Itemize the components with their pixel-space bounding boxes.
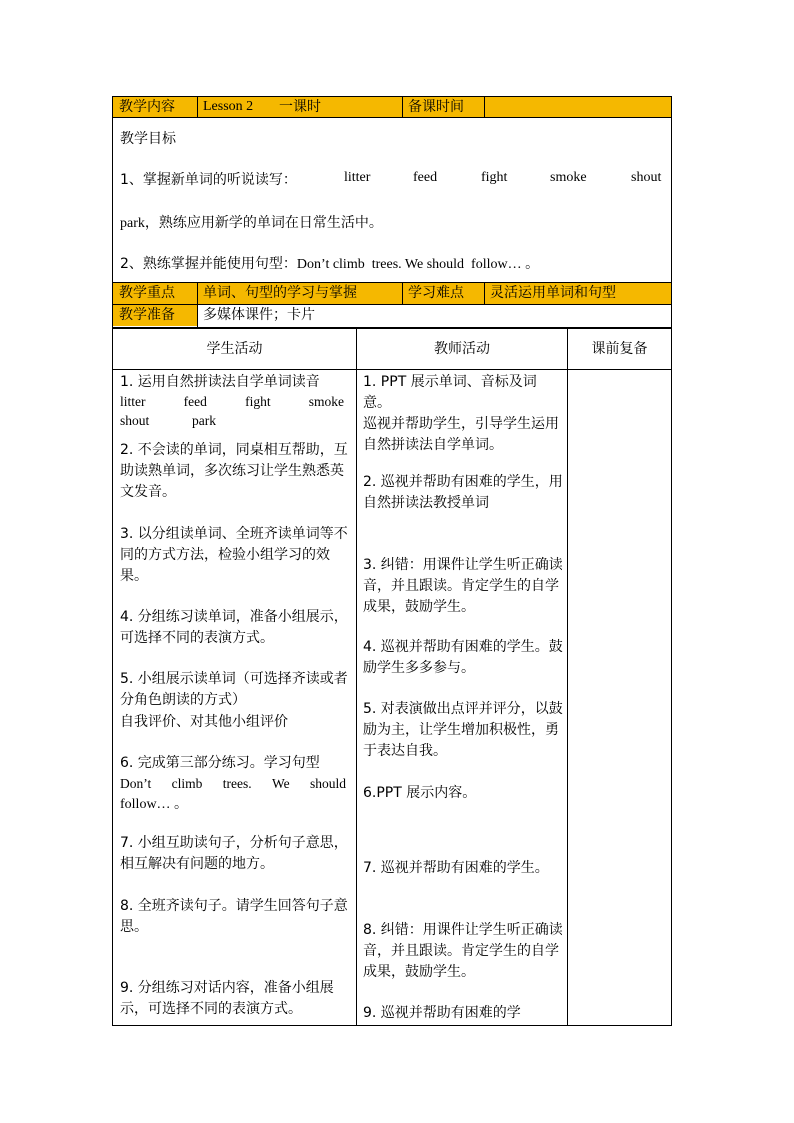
key-points-row [112,283,672,305]
word: Don’t [120,776,152,791]
student-activity-4: 4. 分组练习读单词，准备小组展示，可选择不同的表演方式。 [120,609,348,646]
word: We [271,776,290,791]
teacher-activity-1b: 巡视并帮助学生，引导学生运用自然拼读法自学单词。 [363,416,559,453]
objective-1-word: smoke [550,170,587,185]
student-activity-1-words-2 [120,413,216,429]
student-activity-1-words [120,394,344,410]
objectives-section [112,117,672,283]
lesson-name: Lesson 2 [203,99,254,114]
student-activity-3: 3. 以分组读单词、全班齐读单词等不同的方式方法，检验小组学习的效果。 [120,526,348,584]
student-activity-1: 1. 运用自然拼读法自学单词读音 [120,374,320,390]
objective-1-cont-word: park [120,216,145,231]
objective-1-prefix: 1、掌握新单词的听说读写： [120,172,297,188]
col-review-header: 课前复备 [591,341,648,357]
student-activity-5b: 自我评价、对其他小组评价 [120,714,288,730]
objective-1-word: fight [481,170,508,185]
objective-1-word: feed [413,170,438,185]
word: trees. [222,776,252,791]
student-activity-8: 8. 全班齐读句子。请学生回答句子意思。 [120,898,348,935]
preparation-row [112,305,672,328]
teacher-activity-6: 6.PPT 展示内容。 [363,785,477,801]
objective-1-word: litter [344,170,371,185]
word: park [192,413,216,428]
prep-value: 多媒体课件；卡片 [203,307,315,323]
objective-2-end: 。 [525,256,540,272]
student-activity-7: 7. 小组互助读句子，分析句子意思，相互解决有问题的地方。 [120,835,348,872]
focus-value: 单词、句型的学习与掌握 [203,285,357,301]
teacher-activity-4: 4. 巡视并帮助有困难的学生。鼓励学生多多参与。 [363,639,563,676]
student-activity-6-words [120,776,346,792]
word: smoke [308,394,344,409]
objectives-title: 教学目标 [120,131,176,147]
word: feed [183,394,207,409]
student-activity-6: 6. 完成第三部分练习。学习句型 [120,755,320,771]
teacher-activity-5: 5. 对表演做出点评并评分，以鼓励为主，让学生增加积极性，勇于表达自我。 [363,701,563,759]
teacher-activity-1: 1. PPT 展示单词、音标及词意。 [363,374,537,411]
objective-2-prefix: 2、熟练掌握并能使用句型： [120,256,297,272]
objective-1-word: shout [631,170,662,185]
prep-label: 教学准备 [113,305,197,326]
teacher-activity-9: 9. 巡视并帮助有困难的学 [363,1005,521,1021]
prep-time-label: 备课时间 [408,99,464,115]
word: fight [245,394,271,409]
teacher-activity-2: 2. 巡视并帮助有困难的学生，用自然拼读法教授单词 [363,474,563,511]
header-row [112,96,672,118]
col-teacher-header: 教师活动 [434,341,490,357]
word: litter [120,394,146,409]
student-activity-9: 9. 分组练习对话内容，准备小组展示，可选择不同的表演方式。 [120,980,334,1017]
word: should [309,776,346,791]
teacher-activity-3: 3. 纠错：用课件让学生听正确读音，并且跟读。肯定学生的自学成果，鼓励学生。 [363,557,563,615]
activities-table [112,328,672,1026]
objective-1-cont-text: ，熟练应用新学的单词在日常生活中。 [144,215,383,231]
student-activity-5: 5. 小组展示读单词（可选择齐读或者分角色朗读的方式） [120,671,348,708]
prep-time-value [484,97,671,117]
difficulty-label: 学习难点 [408,285,464,301]
student-activity-6-end: follow… 。 [120,797,189,812]
col-student-header: 学生活动 [206,341,263,357]
difficulty-value: 灵活运用单词和句型 [490,285,616,301]
lesson-period: 一课时 [279,99,321,115]
objective-1-continued [120,212,383,232]
word: shout [120,413,150,428]
teacher-activity-8: 8. 纠错：用课件让学生听正确读音，并且跟读。肯定学生的自学成果，鼓励学生。 [363,922,563,980]
student-activity-2: 2. 不会读的单词，同桌相互帮助，互助读熟单词，多次练习让学生熟悉英文发音。 [120,442,348,500]
objective-2-sentence: Don’t climb trees. We should follow… [296,257,526,272]
content-label: 教学内容 [119,99,175,115]
objective-2 [120,253,539,273]
teacher-activity-7: 7. 巡视并帮助有困难的学生。 [363,860,549,876]
focus-label: 教学重点 [119,285,175,301]
word: climb [171,776,203,791]
